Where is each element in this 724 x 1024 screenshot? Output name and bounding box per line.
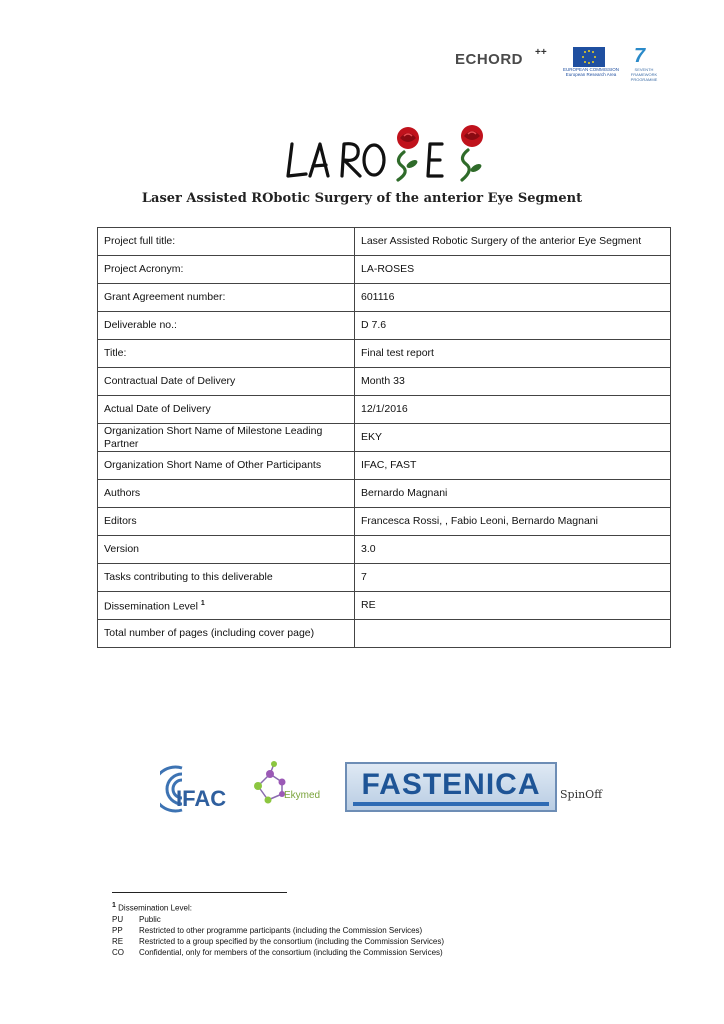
echord-logo-text: ECHORD: [455, 51, 524, 68]
row-label-text: Organization Short Name of Other Participants: [104, 459, 322, 471]
row-label-text: Title:: [104, 347, 127, 359]
footnote-code: PP: [112, 925, 123, 935]
rose-icon: [397, 127, 419, 149]
row-value: Month 33: [355, 368, 671, 396]
row-value: IFAC, FAST: [355, 452, 671, 480]
row-label: [98, 312, 355, 340]
row-label-text: Project Acronym:: [104, 263, 184, 275]
echord-logo: [455, 45, 555, 75]
table-row: [98, 228, 671, 256]
row-label: [98, 256, 355, 284]
footnote-code: RE: [112, 936, 124, 946]
row-label: [98, 508, 355, 536]
ekymed-logo-text: Ekymed: [284, 790, 321, 801]
row-value: [355, 620, 671, 648]
row-value: LA-ROSES: [355, 256, 671, 284]
row-label-text: Actual Date of Delivery: [104, 403, 211, 415]
footnote-separator: [112, 892, 287, 893]
footnote-item: [112, 947, 444, 958]
fastenica-logo: [345, 762, 557, 812]
table-row: [98, 564, 671, 592]
la-roses-logo: [282, 122, 497, 188]
table-row: [98, 480, 671, 508]
footnote-code: PU: [112, 914, 124, 924]
row-value: D 7.6: [355, 312, 671, 340]
table-row: [98, 536, 671, 564]
table-row: [98, 424, 671, 452]
row-value: Final test report: [355, 340, 671, 368]
row-label: [98, 536, 355, 564]
table-row: [98, 508, 671, 536]
footnote: [112, 900, 444, 958]
document-subtitle: Laser Assisted RObotic Surgery of the anterior Eye Segment: [141, 191, 583, 206]
row-label: [98, 284, 355, 312]
row-label-text: Authors: [104, 487, 141, 499]
svg-text:IFAC: IFAC: [176, 786, 227, 811]
footnote-text: Restricted to other programme participants (including the Commission Services): [139, 925, 423, 935]
row-value: Bernardo Magnani: [355, 480, 671, 508]
footnote-item: [112, 925, 444, 936]
table-row: [98, 340, 671, 368]
row-value: 601116: [355, 284, 671, 312]
row-label-text: Deliverable no.:: [104, 319, 177, 331]
row-value: Francesca Rossi, , Fabio Leoni, Bernardo Magnani: [355, 508, 671, 536]
table-row: [98, 284, 671, 312]
row-value: RE: [355, 592, 671, 620]
row-label: [98, 620, 355, 648]
footnote-code: CO: [112, 947, 124, 957]
footnote-text: Restricted to a group specified by the consortium (including the Commission Services): [139, 936, 445, 946]
table-row: [98, 368, 671, 396]
table-row: [98, 312, 671, 340]
footnote-heading: Dissemination Level:: [118, 903, 192, 913]
row-label: [98, 396, 355, 424]
eu-flag-icon: [573, 47, 605, 67]
fp7-logo: [624, 45, 664, 82]
row-label-text: Total number of pages (including cover page): [104, 627, 315, 639]
spinoff-logo: SpinOff: [560, 788, 603, 801]
row-label: [98, 452, 355, 480]
row-value: EKY: [355, 424, 671, 452]
footnote-marker: 1: [112, 902, 116, 909]
footnote-ref: 1: [200, 600, 205, 608]
row-value: Laser Assisted Robotic Surgery of the anterior Eye Segment: [355, 228, 671, 256]
row-label: [98, 340, 355, 368]
ekymed-logo: [248, 760, 328, 812]
row-value: 3.0: [355, 536, 671, 564]
row-label: [98, 228, 355, 256]
echord-logo-sup: ++: [535, 47, 547, 58]
european-commission-logo: [563, 47, 619, 77]
row-label: [98, 592, 355, 620]
table-row: [98, 256, 671, 284]
footnote-text: Public: [139, 914, 161, 924]
row-label: [98, 564, 355, 592]
row-value: 12/1/2016: [355, 396, 671, 424]
row-label-text: Editors: [104, 515, 137, 527]
ifac-logo: [160, 762, 248, 816]
table-row: [98, 620, 671, 648]
row-label-text: Tasks contributing to this deliverable: [104, 571, 273, 583]
footnote-item: [112, 936, 444, 947]
row-label-text: Contractual Date of Delivery: [104, 375, 236, 387]
footnote-text: Confidential, only for members of the consortium (including the Commission Services): [139, 947, 443, 957]
ec-logo-line1: EUROPEAN COMMISSION: [563, 67, 620, 72]
row-label-text: Version: [104, 543, 140, 555]
row-label: [98, 480, 355, 508]
row-value: 7: [355, 564, 671, 592]
row-label-text: Dissemination Level: [104, 600, 198, 613]
row-label-text: Grant Agreement number:: [104, 291, 226, 303]
row-label-text: Organization Short Name of Milestone Leading Partner: [104, 424, 323, 450]
fastenica-logo-bar: [353, 802, 549, 806]
fp7-logo-number: 7: [634, 45, 646, 67]
rose-icon: [461, 125, 483, 147]
table-row: [98, 592, 671, 620]
row-label: [98, 424, 355, 452]
footnote-item: [112, 914, 444, 925]
ec-logo-line2: European Research Area: [565, 72, 617, 77]
table-row: [98, 452, 671, 480]
fp7-logo-text: SEVENTH FRAMEWORK PROGRAMME: [630, 67, 658, 82]
table-row: [98, 396, 671, 424]
project-info-table: [97, 227, 671, 648]
fastenica-logo-text: FASTENICA: [361, 768, 541, 801]
row-label: [98, 368, 355, 396]
row-label-text: Project full title:: [104, 235, 176, 247]
partner-logos: [160, 760, 620, 820]
